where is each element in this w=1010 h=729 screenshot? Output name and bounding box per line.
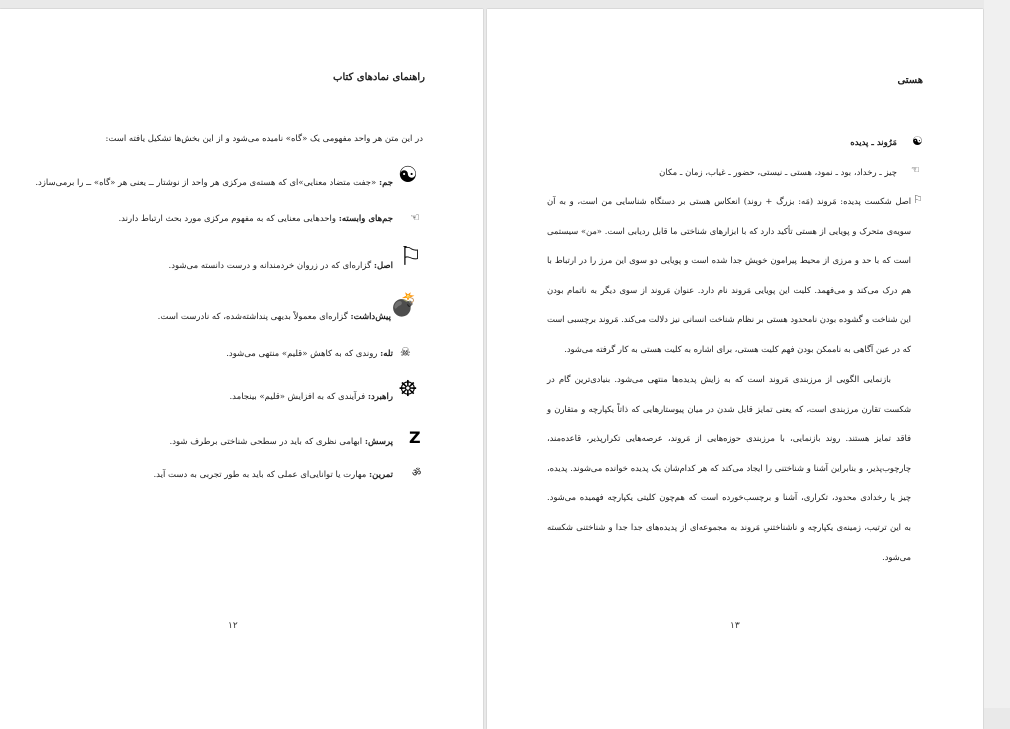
paragraph-line: به این ترتیب، زمینه‌ی یکپارچه و ناشناختنیِ مَروند به مجموعه‌ای از پدیده‌های جدا جدا و شناختنی شکسته bbox=[547, 521, 911, 532]
list-item bbox=[153, 470, 393, 480]
ship-wheel-icon: ☸ bbox=[398, 377, 418, 402]
yin-yang-icon: ☯ bbox=[398, 163, 418, 188]
entry-term: اصل: bbox=[373, 261, 393, 271]
list-item bbox=[169, 261, 393, 271]
list-item bbox=[226, 349, 393, 359]
entry-term: پیش‌داشت: bbox=[350, 312, 391, 322]
entry-term: تمرین: bbox=[369, 470, 393, 480]
entry-text: روندی که به کاهش «قلیم» منتهی می‌شود. bbox=[226, 349, 378, 359]
paragraph-line: است که با حد و مرزی از محیط پیرامون خویش جدا شده است و پویایی دو سوی این مرز را در ارتباط با bbox=[547, 255, 911, 266]
paragraph-line: سویه‌ی متحرک و پویایی از هستی تأکید دارد که با ابزارهای شناختی ما قابل ردیابی است. «من» سیستمی bbox=[547, 225, 911, 236]
entry-text: مهارت یا توانایی‌ای عملی که باید به طور تجربی به دست آید. bbox=[153, 470, 367, 480]
list-item bbox=[158, 312, 391, 322]
paragraph-line: که در عین آگاهی به ناممکن بودن فهم کلیت هستی، برای اشاره به کلیت هستی به کار گرفته می‌شود. bbox=[564, 343, 911, 354]
page-number: ۱۲ bbox=[228, 621, 238, 631]
entry-text: واحدهایی معنایی که به مفهوم مرکزی مورد بحث ارتباط دارند. bbox=[118, 214, 337, 224]
chapter-title: هستی bbox=[897, 75, 923, 86]
paragraph-line: می‌شود. bbox=[882, 551, 911, 562]
intro-text: در این متن هر واحد مفهومی یک «گاه» نامیده می‌شود و از این بخش‌ها تشکیل یافته است: bbox=[105, 134, 423, 144]
paragraph-line: اصل شکست پدیده: مَروند (مَه: بزرگ + روند) انعکاس هستی بر دستگاه شناسایی من است، و به آن bbox=[547, 196, 911, 206]
om-icon: ॐ bbox=[412, 468, 422, 479]
paragraph-line: این شناخت و گشوده بودن نامحدود هستی بر نظام شناخت انسانی نیز دلالت می‌کند. مَروند برچسبی است bbox=[547, 314, 911, 325]
pointing-hand-icon: ☜ bbox=[911, 165, 920, 176]
related-jams: چیز ـ رخداد، بود ـ نمود، هستی ـ نیستی، حضور ـ غیاب، زمان ـ مکان bbox=[659, 168, 897, 178]
entry-text: گزاره‌ای معمولاً بدیهی پنداشته‌شده، که نادرست است. bbox=[157, 312, 348, 322]
list-item bbox=[35, 178, 393, 188]
paragraph-1 bbox=[547, 187, 911, 365]
paragraph-line: فاقد تمایز هستند. روند بازنمایی، با مرزبندی حوزه‌هایی از مَروند، عرصه‌هایی تکرارپذیر، قاعده‌مند، bbox=[547, 433, 911, 444]
pointing-hand-icon: ☜ bbox=[410, 211, 420, 224]
paragraph-line: بازنمایی الگویی از مرزبندی مَروند است که به زایش پدیده‌ها منتهی می‌شود. بنیادی‌ترین گام در bbox=[547, 374, 891, 384]
yin-yang-icon: ☯ bbox=[912, 134, 923, 148]
scroll-gutter[interactable] bbox=[984, 0, 1010, 708]
entry-text: فرآیندی که به افزایش «قلیم» بینجامد. bbox=[229, 392, 366, 402]
entry-text: گزاره‌ای که در زروان خردمندانه و درست دانسته می‌شود. bbox=[168, 261, 372, 271]
entry-text: «جفت متضاد معنایی»ای که هسته‌ی مرکزی هر واحد از نوشتار ــ یعنی هر «گاه» ــ را برمی‌سازد. bbox=[35, 178, 377, 188]
skull-crossbones-icon: ☠ bbox=[400, 345, 411, 359]
paragraph-line: چارچوب‌پذیر، و بنابراین آشنا و شناختنی را ایجاد می‌کند که هر کدام‌شان یک پدیده خوانده می‌شوند. پدیده، bbox=[547, 462, 911, 473]
paragraph-2 bbox=[547, 365, 911, 572]
right-page bbox=[487, 9, 983, 729]
page-title: راهنمای نمادهای کتاب bbox=[333, 72, 425, 83]
jam-heading: مَرُوند ـ پدیده bbox=[850, 138, 897, 148]
entry-term: تله: bbox=[380, 349, 393, 359]
paragraph-line: شکست تقارن مرزبندی است، که یعنی تمایز قایل شدن در میان پیوستارهایی که ذاتاً یکپارچه و متقارن و bbox=[547, 403, 911, 414]
left-page bbox=[0, 9, 483, 729]
z-letter-icon: Z bbox=[409, 428, 421, 447]
flag-icon: ⚐ bbox=[399, 242, 423, 272]
page-number: ۱۳ bbox=[730, 621, 740, 631]
entry-term: راهبرد: bbox=[367, 392, 393, 402]
flag-icon: ⚐ bbox=[913, 193, 923, 206]
list-item bbox=[229, 392, 393, 402]
list-item bbox=[118, 214, 393, 224]
entry-term: پرسش: bbox=[364, 437, 393, 447]
paragraph-line: چیز یا رخدادی محدود، تکراری، آشنا و برچسب‌خورده است که هم‌چون کلیتی یکپارچه فهمیده می‌شود. bbox=[547, 492, 911, 503]
entry-term: جم: bbox=[378, 178, 393, 188]
paragraph-line: هم درک می‌کند و می‌فهمد. کلیت این پویایی مَروند نام دارد. عنوان مَروند از سوی دیگر به ناتمام بودن bbox=[547, 284, 911, 295]
list-item bbox=[170, 437, 393, 447]
entry-text: ابهامی نظری که باید در سطحی شناختی برطرف شود. bbox=[169, 437, 363, 447]
bomb-icon: 💣 bbox=[390, 293, 418, 318]
entry-term: جم‌های وابسته: bbox=[338, 214, 393, 224]
